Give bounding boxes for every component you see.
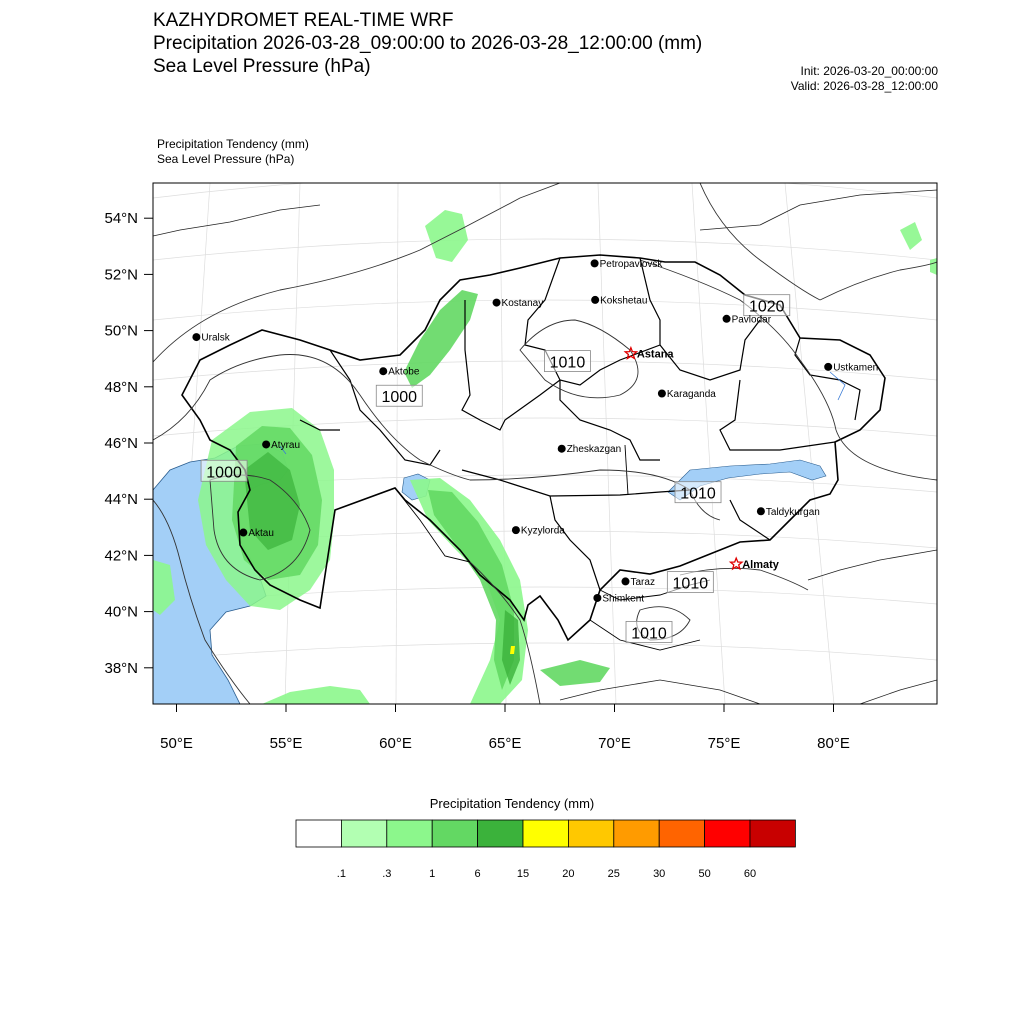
isobar-label-text: 1010 — [631, 625, 667, 643]
city-karaganda — [658, 389, 716, 400]
field-precip-label: Precipitation Tendency (mm) — [157, 137, 309, 151]
colorbar-swatch — [659, 820, 704, 847]
isobar-label — [544, 351, 590, 372]
lon-tick-label: 80°E — [817, 735, 850, 752]
isobar-label — [201, 460, 247, 481]
city-dot-icon — [262, 440, 270, 448]
city-dot-icon — [824, 363, 832, 371]
lat-tick-label: 46°N — [104, 435, 138, 452]
city-dot-icon — [192, 333, 200, 341]
colorbar-tick-label: 6 — [474, 868, 481, 880]
city-label: Aktobe — [388, 366, 420, 378]
field-slp-label: Sea Level Pressure (hPa) — [157, 152, 295, 166]
city-label: Kyzylorda — [520, 525, 565, 537]
city-label: Uralsk — [201, 332, 230, 344]
isobar-label — [744, 295, 790, 316]
city-label: Karaganda — [666, 389, 716, 400]
lon-tick-label: 70°E — [598, 735, 631, 752]
colorbar-swatch — [523, 820, 568, 847]
lat-tick-label: 42°N — [104, 547, 138, 565]
city-dot-icon — [558, 445, 566, 453]
lon-tick-label: 65°E — [488, 735, 522, 752]
city-dot-icon — [591, 259, 599, 267]
city-zheskazgan — [558, 444, 621, 455]
latitude-axis — [104, 210, 153, 677]
title-precip: Precipitation 2026-03-28_09:00:00 to 2026-03-28_12:00:00 (mm) — [153, 33, 703, 54]
colorbar — [296, 820, 795, 847]
colorbar-tick-label: 60 — [743, 868, 757, 880]
init-time: Init: 2026-03-20_00:00:00 — [800, 64, 938, 78]
isobar-label-text: 1000 — [381, 389, 418, 407]
lon-tick-label: 75°E — [707, 735, 741, 752]
lat-tick-label: 40°N — [104, 603, 138, 621]
colorbar-swatch — [705, 820, 750, 847]
city-dot-icon — [723, 315, 731, 323]
colorbar-tick-label: 15 — [516, 868, 530, 880]
lon-tick-label: 55°E — [269, 735, 303, 752]
isobar-label-text: 1010 — [549, 354, 586, 372]
colorbar-title: Precipitation Tendency (mm) — [429, 796, 595, 811]
colorbar-swatch — [341, 820, 386, 847]
colorbar-tick-label: 25 — [607, 868, 620, 880]
colorbar-swatch — [387, 820, 432, 847]
colorbar-tick-label: 30 — [653, 868, 666, 880]
city-label: Ustkamen — [833, 362, 879, 374]
lat-tick-label: 54°N — [104, 210, 138, 228]
title-slp: Sea Level Pressure (hPa) — [153, 56, 371, 77]
city-dot-icon — [621, 577, 629, 585]
city-label: Atyrau — [271, 439, 301, 451]
city-kokshetau — [591, 295, 647, 306]
lat-tick-label: 48°N — [104, 378, 138, 396]
city-dot-icon — [512, 526, 520, 534]
colorbar-tick-label: 50 — [698, 868, 711, 880]
lon-tick-label: 60°E — [379, 735, 412, 752]
lat-tick-label: 38°N — [104, 659, 138, 677]
colorbar-swatch — [568, 820, 613, 847]
isobar-label-text: 1010 — [672, 575, 709, 593]
colorbar-swatch — [296, 820, 341, 847]
isobar-label-text: 1000 — [206, 464, 242, 482]
lat-tick-label: 52°N — [104, 266, 138, 284]
city-dot-icon — [658, 390, 666, 398]
colorbar-swatch — [750, 820, 795, 847]
city-label: Taldykurgan — [765, 506, 820, 518]
title-main: KAZHYDROMET REAL-TIME WRF — [153, 10, 454, 31]
isobar-label-text: 1020 — [748, 298, 785, 316]
city-ustkamen — [824, 362, 878, 373]
longitude-axis — [160, 704, 850, 752]
city-dot-icon — [379, 367, 387, 375]
isobar-label — [667, 572, 713, 593]
city-dot-icon — [593, 594, 601, 602]
colorbar-swatch — [432, 820, 477, 847]
city-label: Astana — [636, 348, 674, 361]
colorbar-tick-label: 1 — [429, 868, 436, 880]
isobar-label-text: 1010 — [680, 485, 716, 503]
colorbar-tick-label: .3 — [382, 868, 392, 880]
city-dot-icon — [239, 529, 247, 537]
city-label: Pavlodar — [731, 314, 772, 326]
city-label: Kostanay — [501, 298, 544, 310]
city-label: Zheskazgan — [566, 444, 622, 456]
city-taldykurgan — [757, 507, 820, 518]
colorbar-tick-label: 20 — [562, 868, 575, 880]
city-dot-icon — [493, 299, 501, 307]
lat-tick-label: 50°N — [104, 322, 138, 340]
valid-time: Valid: 2026-03-28_12:00:00 — [790, 79, 938, 93]
isobar-label — [675, 482, 721, 503]
city-label: Almaty — [742, 559, 779, 572]
city-dot-icon — [757, 507, 765, 515]
city-label: Kokshetau — [600, 295, 648, 307]
city-label: Aktau — [248, 528, 274, 540]
colorbar-tick-label: .1 — [336, 868, 346, 880]
city-label: Petropavlovsk — [599, 258, 663, 270]
colorbar-swatch — [478, 820, 523, 847]
city-dot-icon — [591, 296, 599, 304]
city-petropavlovsk — [591, 259, 664, 270]
city-label: Taraz — [630, 576, 655, 588]
lon-tick-label: 50°E — [160, 735, 193, 752]
colorbar-swatch — [614, 820, 659, 847]
lat-tick-label: 44°N — [104, 491, 138, 509]
isobar-label — [376, 385, 422, 406]
isobar-label — [626, 621, 672, 642]
city-label: Shimkent — [602, 593, 645, 605]
